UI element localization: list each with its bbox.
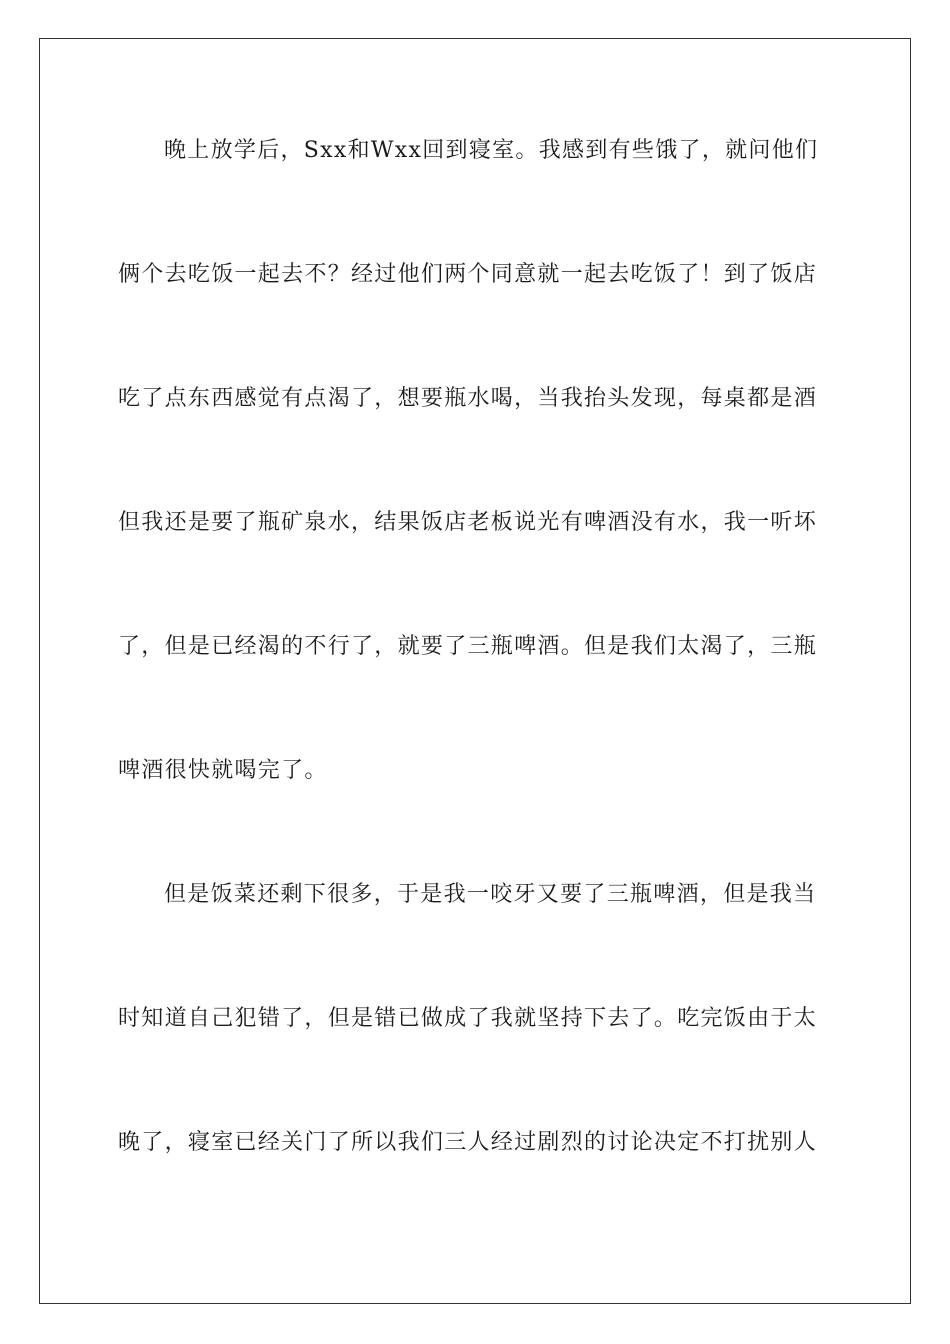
page-border xyxy=(39,38,911,1304)
text-line: 但我还是要了瓶矿泉水，结果饭店老板说光有啤酒没有水，我一听坏 xyxy=(118,510,818,535)
text-line: 俩个去吃饭一起去不？经过他们两个同意就一起去吃饭了！到了饭店 xyxy=(118,262,818,287)
text-line: 晚上放学后，Sxx和Wxx回到寝室。我感到有些饿了，就问他们 xyxy=(164,138,819,163)
text-line: 啤酒很快就喝完了。 xyxy=(118,758,328,783)
text-line: 吃了点东西感觉有点渴了，想要瓶水喝，当我抬头发现，每桌都是酒 xyxy=(118,386,818,411)
text-line: 时知道自己犯错了，但是错已做成了我就坚持下去了。吃完饭由于太 xyxy=(118,1006,818,1031)
text-line: 但是饭菜还剩下很多，于是我一咬牙又要了三瓶啤酒，但是我当 xyxy=(164,882,817,907)
text-line: 晚了，寝室已经关门了所以我们三人经过剧烈的讨论决定不打扰别人 xyxy=(118,1130,818,1155)
text-line: 了，但是已经渴的不行了，就要了三瓶啤酒。但是我们太渴了，三瓶 xyxy=(118,634,818,659)
